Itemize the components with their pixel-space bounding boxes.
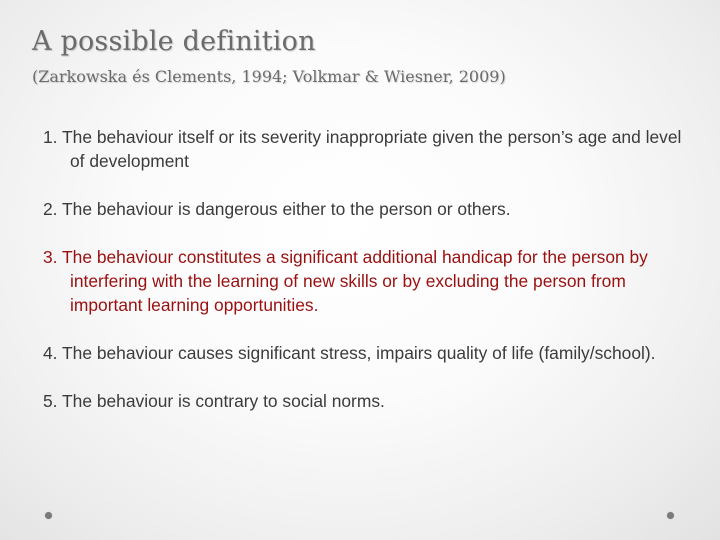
- criteria-item-3-highlighted: 3. The behaviour constitutes a significant additional handicap for the person by interfering with the learning of new skills or by excluding the person from important learning opportunities.: [43, 247, 648, 315]
- criteria-list: [43, 125, 683, 437]
- criteria-item-1: 1. The behaviour itself or its severity inappropriate given the person’s age and level of development: [43, 127, 682, 171]
- slide-title: A possible definition: [32, 26, 316, 57]
- criteria-item-5: 5. The behaviour is contrary to social norms.: [43, 391, 385, 411]
- decorative-dot-left: [45, 512, 52, 519]
- slide-subtitle: (Zarkowska és Clements, 1994; Volkmar & Wiesner, 2009): [32, 67, 506, 86]
- criteria-item-2: 2. The behaviour is dangerous either to the person or others.: [43, 199, 511, 219]
- criteria-item-4: 4. The behaviour causes significant stress, impairs quality of life (family/school).: [43, 343, 656, 363]
- decorative-dot-right: [667, 512, 674, 519]
